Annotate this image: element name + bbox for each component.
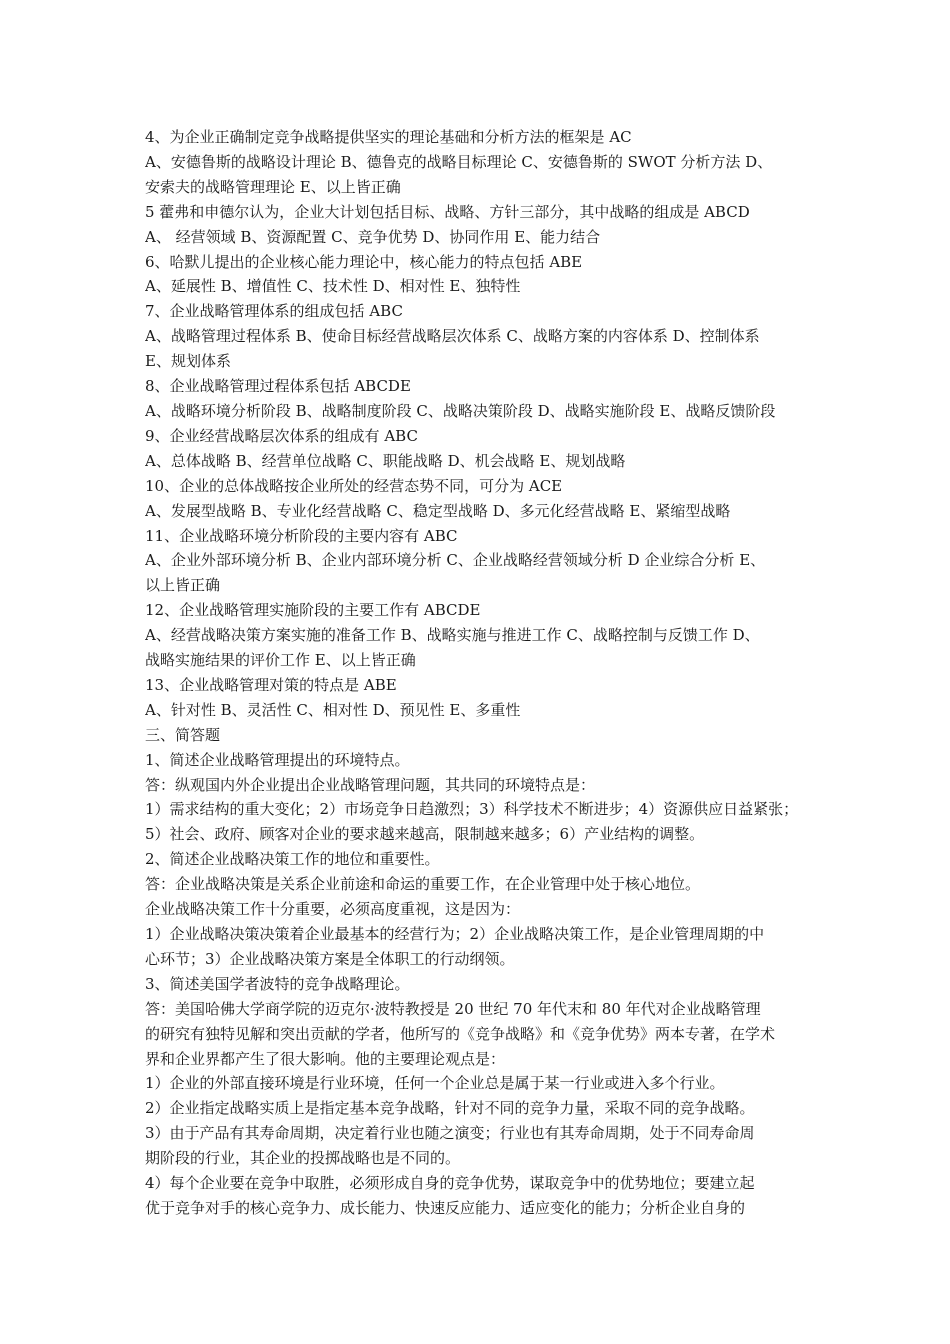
text-line: A、经营战略决策方案实施的准备工作 B、战略实施与推进工作 C、战略控制与反馈工作 D、: [145, 626, 760, 645]
text-line: 1）企业的外部直接环境是行业环境，任何一个企业总是属于某一行业或进入多个行业。: [145, 1074, 725, 1093]
text-line: 2）企业指定战略实质上是指定基本竞争战略，针对不同的竞争力量，采取不同的竞争战略。: [145, 1099, 755, 1118]
text-line: E、规划体系: [145, 352, 231, 371]
text-line: A、战略管理过程体系 B、使命目标经营战略层次体系 C、战略方案的内容体系 D、控制体系: [145, 327, 760, 346]
text-line: A、企业外部环境分析 B、企业内部环境分析 C、企业战略经营领域分析 D 企业综合分析 E、: [145, 551, 766, 570]
text-line: A、战略环境分析阶段 B、战略制度阶段 C、战略决策阶段 D、战略实施阶段 E、战略反馈阶段: [145, 401, 776, 420]
text-line: 8、企业战略管理过程体系包括 ABCDE: [145, 377, 411, 396]
text-line: 5 藿弗和申德尔认为，企业大计划包括目标、战略、方针三部分，其中战略的组成是 ABCD: [145, 202, 750, 221]
text-line: 4）每个企业要在竞争中取胜，必须形成自身的竞争优势，谋取竞争中的优势地位；要建立起: [145, 1174, 755, 1193]
text-line: A、安德鲁斯的战略设计理论 B、德鲁克的战略目标理论 C、安德鲁斯的 SWOT 分析方法 D、: [145, 152, 773, 171]
text-line: 答：纵观国内外企业提出企业战略管理问题，其共同的环境特点是：: [145, 775, 596, 794]
text-line: 的研究有独特见解和突出贡献的学者，他所写的《竞争战略》和《竞争优势》两本专著，在学术: [145, 1024, 776, 1043]
text-line: 11、企业战略环境分析阶段的主要内容有 ABC: [145, 526, 458, 545]
text-line: 4、为企业正确制定竞争战略提供坚实的理论基础和分析方法的框架是 AC: [145, 128, 632, 146]
text-line: 1、简述企业战略管理提出的环境特点。: [145, 750, 410, 769]
text-line: 以上皆正确: [145, 576, 221, 595]
text-line: 心环节；3）企业战略决策方案是全体职工的行动纲领。: [145, 949, 515, 968]
text-line: 9、企业经营战略层次体系的组成有 ABC: [145, 426, 418, 445]
text-line: 3）由于产品有其寿命周期，决定着行业也随之演变；行业也有其寿命周期，处于不同寿命周: [145, 1124, 755, 1143]
text-line: 5）社会、政府、顾客对企业的要求越来越高，限制越来越多；6）产业结构的调整。: [145, 825, 705, 844]
text-line: 答：企业战略决策是关系企业前途和命运的重要工作，在企业管理中处于核心地位。: [145, 875, 701, 894]
text-line: 10、企业的总体战略按企业所处的经营态势不同，可分为 ACE: [145, 476, 563, 495]
text-line: 1）企业战略决策决策着企业最基本的经营行为；2）企业战略决策工作，是企业管理周期的中: [145, 925, 765, 943]
text-line: 三、简答题: [145, 725, 221, 744]
text-line: 答：美国哈佛大学商学院的迈克尔·波特教授是 20 世纪 70 年代末和 80 年代对企业战略管理: [145, 999, 761, 1018]
text-line: 界和企业界都产生了很大影响。他的主要理论观点是：: [145, 1049, 506, 1068]
text-line: 优于竞争对手的核心竞争力、成长能力、快速反应能力、适应变化的能力；分析企业自身的: [145, 1198, 746, 1217]
text-line: 2、简述企业战略决策工作的地位和重要性。: [145, 850, 440, 869]
text-line: 1）需求结构的重大变化；2）市场竞争日趋激烈；3）科学技术不断进步；4）资源供应日益紧张；: [145, 800, 799, 819]
text-line: A、延展性 B、增值性 C、技术性 D、相对性 E、独特性: [145, 277, 521, 296]
text-line: A、 经营领域 B、资源配置 C、竞争优势 D、协同作用 E、能力结合: [145, 227, 601, 246]
text-line: 7、企业战略管理体系的组成包括 ABC: [145, 302, 403, 321]
text-line: 3、简述美国学者波特的竞争战略理论。: [145, 974, 410, 993]
text-line: 安索夫的战略管理理论 E、以上皆正确: [145, 177, 401, 196]
text-line: 企业战略决策工作十分重要，必须高度重视，这是因为：: [145, 900, 521, 919]
text-line: A、总体战略 B、经营单位战略 C、职能战略 D、机会战略 E、规划战略: [145, 451, 626, 470]
text-line: 6、哈默儿提出的企业核心能力理论中，核心能力的特点包括 ABE: [145, 252, 583, 271]
text-line: A、发展型战略 B、专业化经营战略 C、稳定型战略 D、多元化经营战略 E、紧缩型战略: [145, 501, 731, 520]
text-line: A、针对性 B、灵活性 C、相对性 D、预见性 E、多重性: [145, 700, 521, 719]
text-line: 战略实施结果的评价工作 E、以上皆正确: [145, 651, 416, 670]
text-line: 12、企业战略管理实施阶段的主要工作有 ABCDE: [145, 601, 481, 620]
text-line: 期阶段的行业，其企业的投掷战略也是不同的。: [145, 1149, 461, 1168]
text-line: 13、企业战略管理对策的特点是 ABE: [145, 675, 397, 694]
document-page: [145, 125, 813, 1221]
